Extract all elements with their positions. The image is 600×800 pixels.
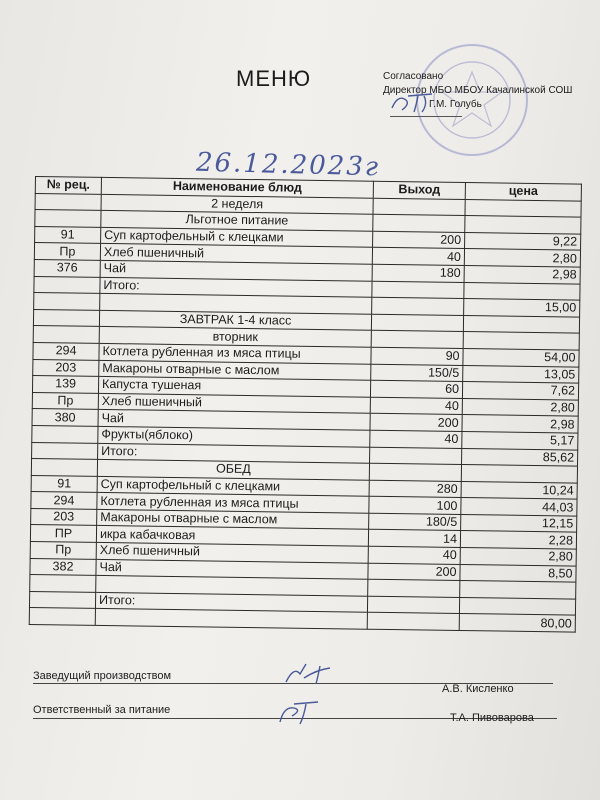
row-num: 203: [31, 508, 97, 526]
row-output: 180: [372, 264, 464, 282]
manager-label: Заведущий производством: [33, 670, 172, 682]
row-output: 200: [368, 563, 460, 581]
total-value: 15,00: [464, 299, 580, 317]
row-dish: Чай: [98, 410, 370, 430]
row-output: 200: [373, 231, 465, 249]
row-price: 9,22: [465, 232, 581, 250]
row-output: 180/5: [369, 513, 461, 531]
row-dish: Суп картофельный с клецками: [101, 227, 373, 247]
row-price: 2,80: [464, 249, 580, 267]
director-signature: [388, 90, 448, 116]
row-output: 40: [372, 248, 464, 266]
page-title: МЕНЮ: [236, 66, 312, 91]
total-label: Итого:: [100, 277, 372, 297]
category-label: Льготное питание: [101, 211, 373, 231]
row-price: 12,15: [461, 514, 577, 532]
row-output: 40: [370, 397, 462, 415]
row-num: Пр: [30, 542, 96, 560]
row-price: 13,05: [463, 365, 579, 383]
menu-table: [29, 176, 582, 633]
row-output: 40: [370, 430, 462, 448]
signature-line: [390, 116, 462, 117]
day-label: вторник: [99, 327, 371, 347]
row-dish: Хлеб пшеничный: [96, 542, 368, 562]
row-num: 294: [31, 492, 97, 510]
row-output: 280: [369, 480, 461, 498]
menu-date: 26.12.2023г: [195, 147, 381, 183]
row-dish: Макароны отварные с маслом: [99, 360, 371, 380]
total-label: Итого:: [98, 443, 370, 463]
row-dish: Котлета рубленная из мяса птицы: [99, 343, 371, 363]
row-num: 382: [30, 558, 96, 576]
row-output: 90: [371, 347, 463, 365]
row-num: 91: [35, 226, 101, 244]
row-output: 150/5: [371, 364, 463, 382]
row-price: 2,28: [460, 531, 576, 549]
row-num: Пр: [34, 243, 100, 261]
row-price: 2,98: [462, 415, 578, 433]
row-dish: Хлеб пшеничный: [100, 244, 372, 264]
approval-label: Согласовано: [383, 71, 444, 82]
breakfast-title: ЗАВТРАК 1-4 класс: [99, 310, 371, 330]
row-dish: Макароны отварные с маслом: [97, 509, 369, 529]
row-output: 60: [370, 380, 462, 398]
row-dish: Котлета рубленная из мяса птицы: [97, 493, 369, 513]
row-num: [32, 425, 98, 443]
manager-signature: [280, 660, 340, 688]
responsible-signature: [272, 698, 332, 728]
row-price: 44,03: [461, 498, 577, 516]
row-dish: Капуста тушеная: [98, 377, 370, 397]
row-price: 10,24: [461, 481, 577, 499]
row-num: 139: [32, 376, 98, 394]
row-price: 8,50: [460, 564, 576, 582]
header-price: цена: [465, 183, 581, 201]
row-price: 2,80: [460, 548, 576, 566]
row-num: 380: [32, 409, 98, 427]
row-price: 5,17: [462, 431, 578, 449]
lunch-title: ОБЕД: [97, 459, 369, 479]
row-price: 2,98: [464, 265, 580, 283]
row-num: 294: [33, 342, 99, 360]
row-output: 40: [368, 546, 460, 564]
row-dish: икра кабачковая: [96, 526, 368, 546]
row-dish: Фрукты(яблоко): [98, 426, 370, 446]
row-dish: Суп картофельный с клецками: [97, 476, 369, 496]
total-label: Итого:: [95, 592, 367, 612]
row-dish: Чай: [96, 559, 368, 579]
row-num: 376: [34, 259, 100, 277]
row-price: 2,80: [462, 398, 578, 416]
row-num: 203: [33, 359, 99, 377]
row-output: 200: [370, 414, 462, 432]
manager-name: А.В. Кисленко: [442, 683, 514, 695]
approval-position: Директор МБО МБОУ Качалинской СОШ: [383, 85, 573, 96]
row-price: 7,62: [462, 382, 578, 400]
header-num: № рец.: [35, 177, 101, 195]
row-num: ПР: [30, 525, 96, 543]
total-value: 80,00: [459, 614, 575, 632]
total-value: 85,62: [462, 448, 578, 466]
row-dish: Чай: [100, 260, 372, 280]
director-name: Г.М. Голубь: [429, 99, 482, 110]
row-dish: Хлеб пшеничный: [98, 393, 370, 413]
header-name: Наименование блюд: [101, 177, 373, 197]
row-num: 91: [31, 475, 97, 493]
row-output: 100: [369, 496, 461, 514]
row-num: Пр: [32, 392, 98, 410]
row-price: 54,00: [463, 348, 579, 366]
responsible-name: Т.А. Пивоварова: [450, 712, 534, 724]
row-output: 14: [368, 530, 460, 548]
week-label: 2 неделя: [101, 194, 373, 214]
responsible-label: Ответственный за питание: [33, 704, 171, 716]
header-output: Выход: [373, 181, 465, 199]
